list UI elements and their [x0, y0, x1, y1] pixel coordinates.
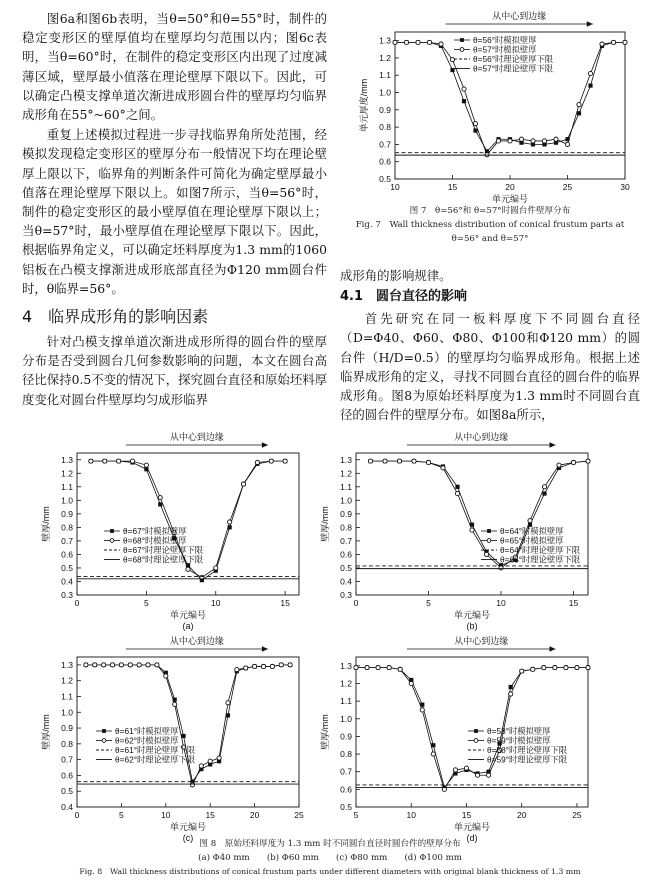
- y-axis-label: 壁厚/mm: [320, 506, 330, 542]
- data-point-1: [228, 520, 232, 524]
- data-point-1: [158, 496, 162, 500]
- y-tick-label: 0.3: [61, 590, 73, 600]
- data-point-1: [531, 667, 535, 671]
- data-point-1: [279, 663, 283, 667]
- x-tick-label: 10: [161, 810, 171, 820]
- legend-label-0: θ=61°时模拟壁厚: [115, 726, 179, 736]
- x-tick-label: 25: [294, 810, 304, 820]
- legend-label-1: θ=65°时模拟壁厚: [500, 535, 564, 546]
- y-tick-label: 0.4: [61, 576, 73, 587]
- data-point-0: [473, 128, 477, 132]
- paragraph-4: 首先研究在同一板料厚度下不同圆台直径（D=Φ40、Φ60、Φ80、Φ100和Φ120 mm）的圆台件（H/D=0.5）的壁厚均匀临界成形角。根据上述临界成形角的定义，寻找不同圆台直径的圆台件的临界成形角。图8为原始坯料厚度为1.3 mm时不同圆台直径的圆台件的壁厚分布。如图8a所示，: [340, 311, 640, 423]
- data-point-1: [409, 681, 413, 685]
- data-point-1: [427, 40, 431, 44]
- data-point-0: [181, 734, 185, 738]
- fig7-caption: [340, 204, 640, 246]
- legend-label-2: θ=67°时理论壁厚下限: [123, 545, 204, 555]
- y-tick-label: 0.6: [340, 784, 352, 795]
- data-point-1: [269, 459, 273, 463]
- legend-label-3: θ=57°时理论壁厚下限: [473, 63, 554, 74]
- paragraph-1: 图6a和图6b表明，当θ=50°和θ=55°时，制件的稳定变形区的壁厚值均在壁厚均匀范围以内；图6c表明，当θ=60°时，在制件的稳定变形区内出现了过度减薄区域，壁厚最小值落在理论壁厚下限以下。因此，可以确定凸模支撑单道次渐进成形圆台件的壁厚均匀临界成形角在55°~60°之间。: [22, 11, 327, 123]
- fig8-caption-en: Fig. 8 Wall thickness distributions of conical frustum parts under different diameters with original blank thickness of 1.3 mm: [79, 867, 581, 876]
- data-point-1: [464, 766, 468, 770]
- legend-marker-0: [487, 529, 491, 533]
- data-point-1: [93, 663, 97, 667]
- data-point-1: [130, 459, 134, 463]
- x-tick-label: 10: [406, 810, 416, 820]
- data-point-1: [190, 783, 194, 787]
- y-tick-label: 0.7: [340, 535, 352, 546]
- data-point-1: [509, 692, 513, 696]
- paragraph-3: 针对凸模支撑单道次渐进成形所得的圆台件的壁厚分布是否受到圆台几何参数影响的问题，本文在圆台高径比保持0.5不变的情况下，探究圆台直径和原始坯料厚度变化对圆台件壁厚均匀成形临界: [22, 334, 327, 407]
- x-tick-label: 15: [461, 810, 472, 820]
- data-point-1: [261, 664, 265, 668]
- data-point-1: [462, 87, 466, 91]
- y-tick-label: 1.1: [61, 691, 73, 702]
- data-point-1: [117, 459, 121, 463]
- legend-label-1: θ=62°时模拟壁厚: [115, 735, 179, 746]
- data-point-1: [542, 139, 546, 143]
- y-tick-label: 1.1: [340, 481, 352, 492]
- legend-label-3: θ=62°时理论壁厚下限: [115, 754, 196, 765]
- data-point-1: [439, 42, 443, 46]
- data-point-1: [383, 459, 387, 463]
- legend-label-3: θ=59°时理论壁厚下限: [487, 754, 568, 765]
- y-tick-label: 1.0: [379, 87, 391, 98]
- data-point-1: [508, 139, 512, 143]
- legend-label-0: θ=58°时模拟壁厚: [487, 726, 551, 736]
- data-point-1: [110, 663, 114, 667]
- series-line-1: [86, 665, 290, 785]
- x-axis-label: 单元编号: [453, 822, 491, 832]
- data-point-1: [155, 663, 159, 667]
- legend-label-0: θ=67°时模拟壁厚: [123, 526, 187, 536]
- data-point-1: [499, 566, 503, 570]
- data-point-1: [368, 459, 372, 463]
- panel-label: (c): [182, 833, 194, 843]
- data-point-1: [496, 139, 500, 143]
- fig8a-chart: [22, 432, 312, 631]
- data-point-1: [235, 668, 239, 672]
- series-line-1: [356, 668, 588, 790]
- x-tick-label: 0: [353, 598, 359, 608]
- legend-marker-1: [102, 739, 106, 743]
- x-tick-label: 15: [205, 810, 215, 820]
- data-point-1: [376, 665, 380, 669]
- right-column: [340, 266, 640, 424]
- y-axis-label: 壁厚/mm: [41, 714, 51, 750]
- data-point-1: [404, 40, 408, 44]
- y-tick-label: 1.3: [340, 660, 352, 671]
- data-point-0: [542, 491, 546, 495]
- x-tick-label: 15: [447, 182, 458, 192]
- data-point-1: [214, 566, 218, 570]
- x-axis-label: 单元编号: [453, 610, 491, 620]
- direction-arrow-head: [550, 646, 556, 652]
- y-tick-label: 0.7: [61, 754, 73, 765]
- y-tick-label: 1.0: [340, 495, 352, 506]
- data-point-1: [588, 71, 592, 75]
- data-point-1: [600, 42, 604, 46]
- data-point-0: [450, 68, 454, 72]
- data-point-1: [611, 40, 615, 44]
- x-tick-label: 5: [426, 598, 431, 608]
- data-point-1: [426, 460, 430, 464]
- legend-label-1: θ=59°时模拟壁厚: [487, 735, 551, 746]
- data-point-1: [128, 663, 132, 667]
- data-point-1: [450, 58, 454, 62]
- legend-label-1: θ=68°时模拟壁厚: [123, 535, 187, 546]
- data-point-1: [453, 768, 457, 772]
- data-point-1: [475, 773, 479, 777]
- data-point-1: [586, 665, 590, 669]
- paragraph-continued: 成形角的影响规律。: [340, 268, 452, 283]
- legend-marker-0: [102, 729, 106, 733]
- x-tick-label: 20: [516, 810, 527, 820]
- y-tick-label: 0.4: [61, 802, 73, 812]
- y-tick-label: 1.2: [340, 678, 352, 689]
- data-point-1: [173, 702, 177, 706]
- y-tick-label: 0.6: [340, 549, 352, 560]
- data-point-1: [103, 459, 107, 463]
- y-axis-label: 壁厚/mm: [320, 714, 330, 750]
- y-tick-label: 0.8: [340, 749, 352, 760]
- data-point-1: [270, 664, 274, 668]
- data-point-1: [470, 528, 474, 532]
- data-point-1: [398, 667, 402, 671]
- paragraph-2: 重复上述模拟过程进一步寻找临界角所处范围，经模拟发现稳定变形区的壁厚分布一般情况下均在理论壁厚上限以下，临界角的判断条件可简化为确定壁厚最小值落在理论壁厚下限以上。如图7所示，当θ=56°时，制件的稳定变形区的最小壁厚值在理论壁厚下限以上；当θ=57°时，最小壁厚值在理论壁厚下限以下。因此，根据临界角定义，可以确定坯料厚度为1.3 mm的1060铝板在凸模支撑渐进成形底部直径为Φ120 mm圆台件时，θ临界=56°。: [22, 127, 327, 296]
- data-point-1: [473, 122, 477, 126]
- data-point-1: [354, 665, 358, 669]
- y-tick-label: 0.5: [340, 562, 352, 573]
- data-point-1: [283, 459, 287, 463]
- y-tick-label: 1.0: [61, 707, 73, 718]
- legend-label-0: θ=64°时模拟壁厚: [500, 526, 564, 536]
- y-tick-label: 1.3: [379, 35, 391, 46]
- data-point-1: [146, 663, 150, 667]
- plot-frame: [77, 453, 299, 595]
- x-tick-label: 20: [505, 182, 515, 192]
- y-tick-label: 1.0: [61, 495, 73, 506]
- fig8-subcaptions: (a) Φ40 mm (b) Φ60 mm (c) Φ80 mm (d) Φ100 mm: [198, 853, 462, 863]
- data-point-1: [397, 459, 401, 463]
- legend-label-2: θ=58°时理论壁厚下限: [487, 745, 568, 755]
- data-point-0: [588, 84, 592, 88]
- data-point-1: [557, 463, 561, 467]
- x-tick-label: 10: [390, 182, 400, 192]
- data-point-1: [486, 773, 490, 777]
- data-point-1: [199, 764, 203, 768]
- direction-arrow-head: [262, 442, 268, 448]
- y-tick-label: 0.8: [61, 522, 73, 533]
- x-tick-label: 25: [572, 810, 582, 820]
- data-point-1: [553, 665, 557, 669]
- x-tick-label: 10: [211, 598, 221, 608]
- data-point-1: [137, 663, 141, 667]
- x-tick-label: 5: [144, 598, 149, 608]
- legend-marker-0: [110, 529, 114, 533]
- x-tick-label: 5: [353, 810, 359, 820]
- y-tick-label: 0.5: [61, 786, 73, 797]
- data-point-1: [89, 459, 93, 463]
- data-point-1: [217, 756, 221, 760]
- y-tick-label: 1.3: [61, 659, 73, 670]
- data-point-1: [241, 482, 245, 486]
- legend-marker-0: [474, 729, 478, 733]
- y-tick-label: 0.9: [340, 508, 352, 519]
- y-tick-label: 0.5: [61, 562, 73, 573]
- data-point-1: [455, 491, 459, 495]
- data-point-1: [416, 40, 420, 44]
- y-tick-label: 1.2: [61, 468, 73, 479]
- legend-label-1: θ=57°时模拟壁厚: [473, 44, 537, 55]
- y-tick-label: 1.3: [340, 454, 352, 465]
- data-point-1: [288, 663, 292, 667]
- data-point-1: [531, 139, 535, 143]
- y-tick-label: 0.6: [379, 156, 391, 167]
- data-point-0: [509, 685, 513, 689]
- data-point-1: [144, 463, 148, 467]
- y-tick-label: 0.9: [379, 104, 391, 115]
- x-tick-label: 30: [620, 182, 630, 192]
- section-heading: 4 临界成形角的影响因素: [22, 307, 209, 327]
- y-tick-label: 0.9: [61, 723, 73, 734]
- series-line-0: [356, 668, 588, 788]
- y-tick-label: 0.9: [61, 508, 73, 519]
- legend-marker-1: [487, 539, 491, 543]
- direction-label: 从中心到边缘: [492, 11, 547, 21]
- direction-label: 从中心到边缘: [169, 636, 224, 646]
- fig8b-chart: [316, 432, 606, 631]
- fig7-chart: [340, 10, 640, 210]
- x-axis-label: 单元编号: [169, 610, 207, 620]
- y-tick-label: 1.1: [340, 696, 352, 707]
- fig8-caption: [20, 837, 640, 879]
- data-point-1: [484, 552, 488, 556]
- direction-label: 从中心到边缘: [454, 636, 509, 646]
- data-point-1: [577, 103, 581, 107]
- y-tick-label: 0.5: [379, 174, 391, 184]
- y-tick-label: 0.7: [61, 535, 73, 546]
- direction-label: 从中心到边缘: [169, 432, 224, 442]
- legend-marker-1: [460, 48, 464, 52]
- data-point-1: [226, 701, 230, 705]
- y-tick-label: 0.8: [379, 122, 391, 133]
- data-point-1: [441, 466, 445, 470]
- x-tick-label: 10: [496, 598, 506, 608]
- data-point-1: [164, 674, 168, 678]
- data-point-1: [253, 664, 257, 668]
- fig7-caption-en-2: θ=56° and θ=57°: [451, 234, 529, 244]
- data-point-1: [102, 663, 106, 667]
- data-point-1: [554, 137, 558, 141]
- data-point-1: [84, 663, 88, 667]
- x-axis-label: 单元编号: [169, 822, 207, 832]
- y-tick-label: 0.6: [61, 770, 73, 781]
- y-tick-label: 0.5: [340, 802, 352, 812]
- data-point-1: [119, 663, 123, 667]
- panel-label: (d): [466, 833, 478, 843]
- panel-label: (b): [466, 621, 478, 631]
- y-tick-label: 0.7: [379, 139, 391, 150]
- x-tick-label: 25: [562, 182, 573, 192]
- y-tick-label: 0.4: [340, 576, 352, 587]
- x-tick-label: 15: [280, 598, 290, 608]
- legend-label-2: θ=61°时理论壁厚下限: [115, 745, 196, 755]
- data-point-1: [387, 665, 391, 669]
- legend-label-2: θ=64°时理论壁厚下限: [500, 545, 581, 555]
- fig7-caption-cn: 图 7 θ=56°和 θ=57°时圆台件壁厚分布: [409, 206, 571, 216]
- y-axis-label: 壁厚/mm: [41, 506, 51, 542]
- x-tick-label: 0: [74, 598, 80, 608]
- subsection-heading: 4.1 圆台直径的影响: [340, 289, 468, 305]
- data-point-1: [586, 459, 590, 463]
- y-tick-label: 1.2: [379, 52, 391, 63]
- legend-marker-1: [110, 539, 114, 543]
- x-axis-label: 单元编号: [491, 194, 529, 204]
- data-point-1: [520, 669, 524, 673]
- data-point-0: [158, 502, 162, 506]
- data-point-0: [455, 485, 459, 489]
- y-tick-label: 1.1: [61, 481, 73, 492]
- data-point-0: [577, 111, 581, 115]
- x-tick-label: 5: [119, 810, 124, 820]
- data-point-1: [208, 759, 212, 763]
- data-point-1: [393, 40, 397, 44]
- fig8c-chart: [22, 636, 312, 843]
- direction-arrow-head: [550, 442, 556, 448]
- data-point-1: [519, 137, 523, 141]
- data-point-1: [542, 485, 546, 489]
- data-point-1: [244, 666, 248, 670]
- direction-arrow-head: [587, 21, 593, 27]
- data-point-1: [565, 142, 569, 146]
- legend-label-3: θ=68°时理论壁厚下限: [123, 554, 204, 565]
- panel-label: (a): [182, 621, 194, 631]
- data-point-1: [575, 665, 579, 669]
- y-tick-label: 0.9: [340, 731, 352, 742]
- direction-label: 从中心到边缘: [454, 432, 509, 442]
- data-point-1: [420, 708, 424, 712]
- data-point-1: [255, 460, 259, 464]
- direction-arrow-head: [262, 646, 268, 652]
- legend-marker-0: [460, 38, 464, 42]
- fig7-caption-en-1: Fig. 7 Wall thickness distribution of conical frustum parts at: [355, 220, 625, 230]
- legend-label-3: θ=65°时理论壁厚下限: [500, 554, 581, 565]
- y-tick-label: 1.2: [340, 468, 352, 479]
- data-point-1: [528, 519, 532, 523]
- data-point-1: [564, 665, 568, 669]
- data-point-0: [462, 99, 466, 103]
- y-tick-label: 1.2: [61, 675, 73, 686]
- y-tick-label: 0.7: [340, 766, 352, 777]
- data-point-1: [571, 460, 575, 464]
- data-point-1: [542, 665, 546, 669]
- y-tick-label: 1.3: [61, 454, 73, 465]
- x-tick-label: 0: [74, 810, 80, 820]
- y-tick-label: 0.8: [61, 738, 73, 749]
- data-point-1: [431, 752, 435, 756]
- left-column: [22, 9, 327, 409]
- x-tick-label: 15: [568, 598, 579, 608]
- legend-label-2: θ=56°时理论壁厚下限: [473, 54, 554, 64]
- y-tick-label: 0.6: [61, 549, 73, 560]
- y-tick-label: 0.8: [340, 522, 352, 533]
- data-point-1: [623, 40, 627, 44]
- data-point-1: [412, 459, 416, 463]
- data-point-1: [186, 567, 190, 571]
- fig8d-chart: [316, 636, 606, 843]
- y-tick-label: 0.3: [340, 590, 352, 600]
- data-point-1: [365, 665, 369, 669]
- x-tick-label: 20: [249, 810, 260, 820]
- y-axis-label: 单元厚度/mm: [359, 78, 369, 133]
- y-tick-label: 1.0: [340, 713, 352, 724]
- fig8-caption-cn: 图 8 原始坯料厚度为 1.3 mm 时不同圆台直径时圆台件的壁厚分布: [199, 839, 461, 849]
- legend-marker-1: [474, 739, 478, 743]
- legend-label-0: θ=56°时模拟壁厚: [473, 35, 537, 45]
- y-tick-label: 1.1: [379, 70, 391, 81]
